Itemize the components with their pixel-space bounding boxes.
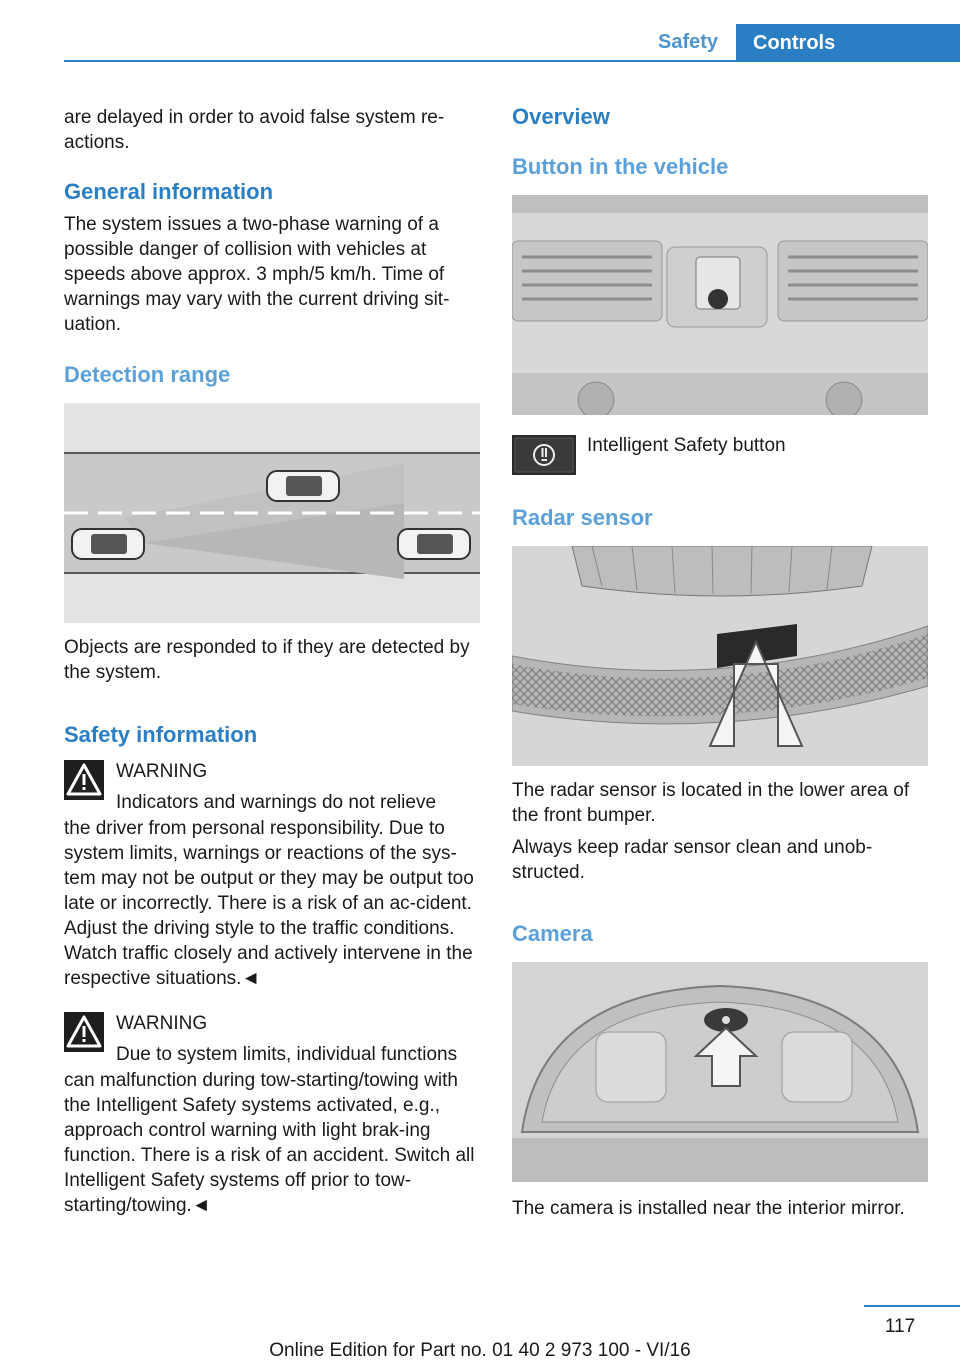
intelligent-safety-button-label: Intelligent Safety button — [587, 435, 786, 456]
warning-text-first-line: Indicators and warnings do not relieve — [116, 792, 437, 813]
camera-figure — [512, 962, 928, 1182]
safety-information-heading: Safety information — [64, 722, 258, 747]
detection-range-heading: Detection range — [64, 362, 231, 387]
edition-footer: Online Edition for Part no. 01 40 2 973 100 - VI/16 — [269, 1340, 691, 1361]
detection-range-figure — [64, 403, 480, 623]
dashboard-illustration — [512, 195, 928, 415]
button-in-vehicle-figure — [512, 195, 928, 415]
header-rule — [64, 60, 960, 62]
radar-sensor-heading: Radar sensor — [512, 505, 653, 530]
warning-label: WARNING — [116, 761, 208, 782]
page-number: 117 — [884, 1316, 916, 1337]
warning-label: WARNING — [116, 1013, 208, 1034]
radar-sensor-location-text: The radar sensor is located in the lower area of the front bumper. — [512, 780, 910, 826]
intro-text: are delayed in order to avoid false system re-actions. — [64, 107, 445, 153]
overview-heading: Overview — [512, 104, 610, 129]
radar-sensor-cleaning-text: Always keep radar sensor clean and unob-structed. — [512, 837, 873, 883]
radar-sensor-figure — [512, 546, 928, 766]
detection-range-illustration — [64, 403, 480, 623]
warning-text: can malfunction during tow-starting/towing with the Intelligent Safety systems activated, e.g., approach control warning with light brak-ing function. There is a risk of an accident. Switch all Intelligent Safety systems off prior to tow-starting/towing.◄ — [64, 1070, 475, 1216]
front-bumper-illustration — [512, 546, 928, 766]
car-left-icon — [72, 529, 144, 559]
car-ahead-icon — [267, 471, 339, 501]
button-in-vehicle-heading: Button in the vehicle — [512, 154, 729, 179]
general-information-heading: General information — [64, 179, 274, 204]
warning-text: the driver from personal responsibility. Due to system limits, warnings or reactions of the sys-tem may not be output or they may be output too late or incorrectly. There is a risk of an ac-cident. Adjust the driving style to the traffic conditions. Watch traffic closely and actively intervene in the respective situations.◄ — [64, 818, 474, 989]
camera-heading: Camera — [512, 921, 593, 946]
running-header-chapter: Controls — [736, 24, 960, 62]
footer-rule — [864, 1305, 960, 1307]
windshield-camera-illustration — [512, 962, 928, 1182]
warning-triangle-icon — [64, 760, 104, 800]
warning-text-first-line: Due to system limits, individual functions — [116, 1044, 458, 1065]
intelligent-safety-icon — [512, 435, 576, 475]
warning-triangle-icon — [64, 1012, 104, 1052]
own-car-icon — [398, 529, 470, 559]
detection-range-caption: Objects are responded to if they are detected by the system. — [64, 637, 470, 683]
running-header-section: Safety — [657, 31, 719, 53]
general-information-text: The system issues a two-phase warning of a possible danger of collision with vehicles at speeds above approx. 3 mph/5 km/h. Time of warnings may vary with the current driving sit-uation. — [64, 214, 450, 335]
camera-location-text: The camera is installed near the interior mirror. — [512, 1198, 905, 1219]
